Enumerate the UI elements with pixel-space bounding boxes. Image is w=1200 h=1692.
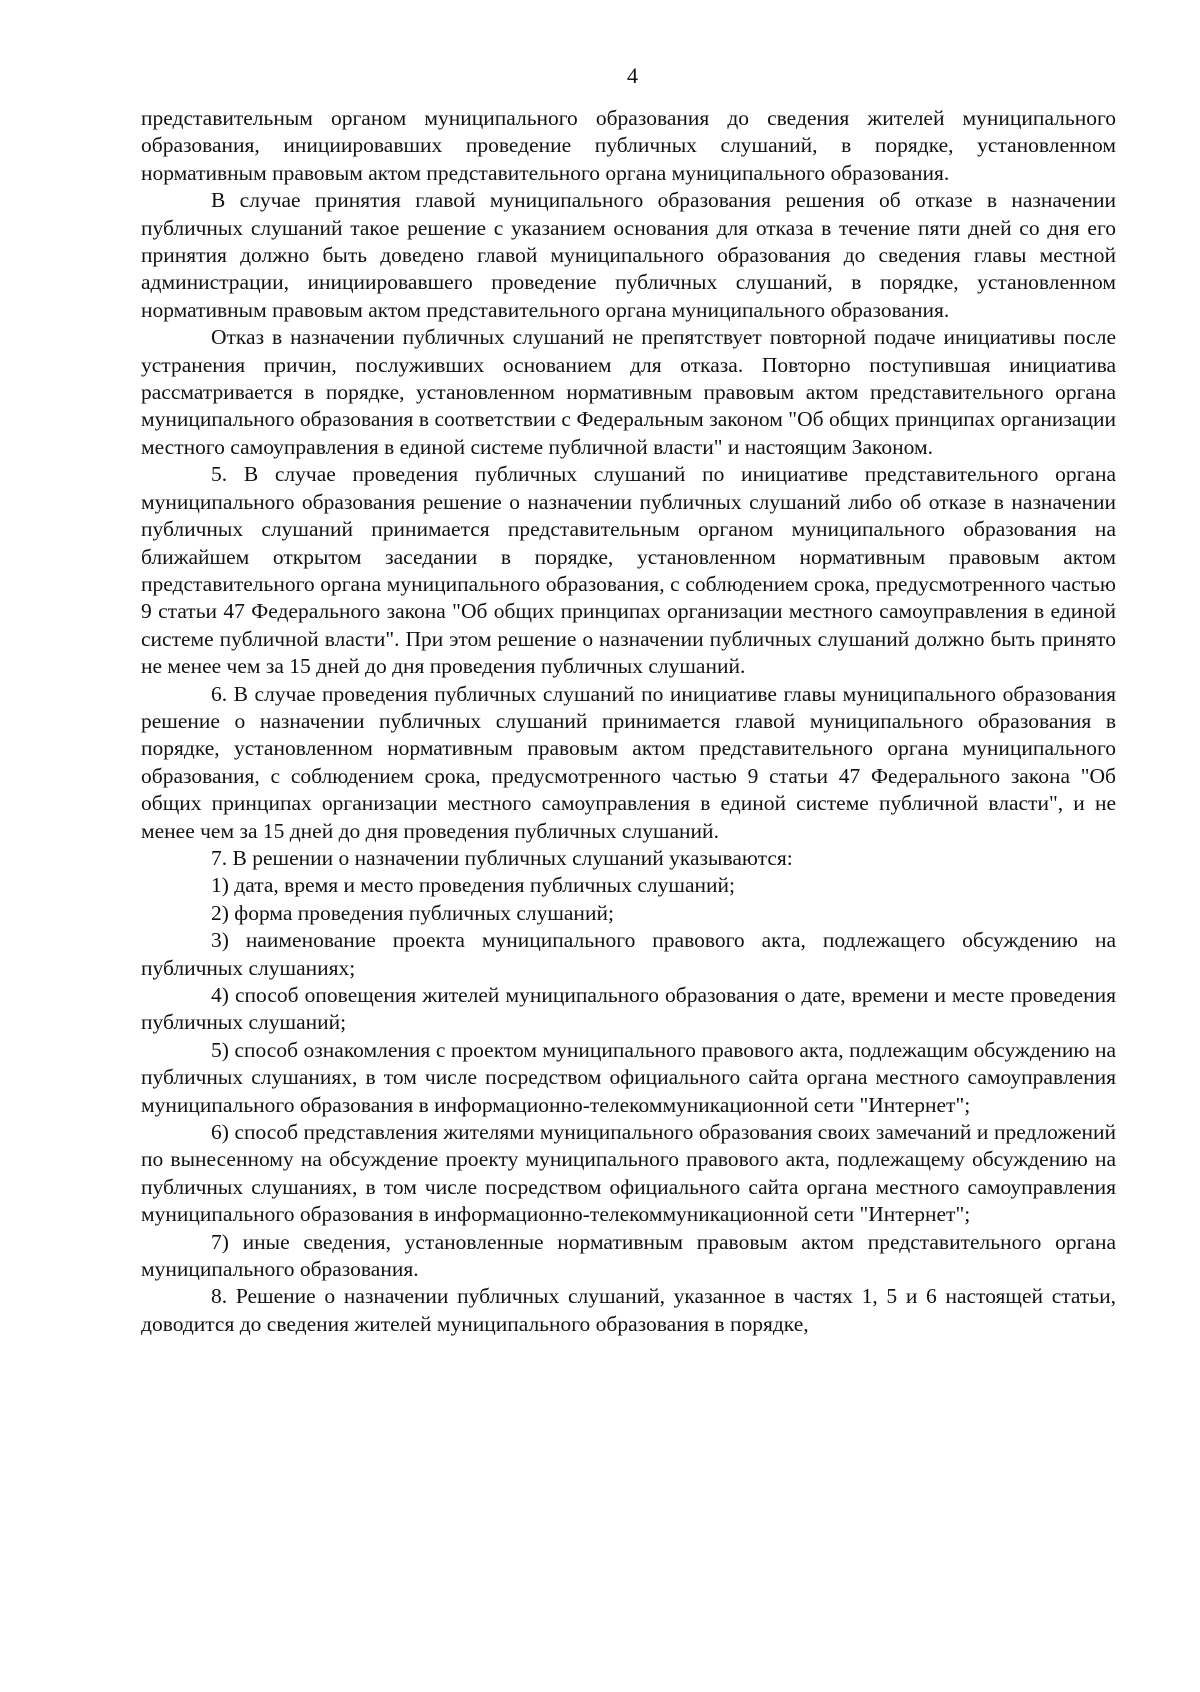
paragraph-item-6: 6. В случае проведения публичных слушаний по инициативе главы муниципального образования решение о назначении публичных слушаний принимается главой муниципального образования в порядке, установленном нормативным правовым актом представительного органа муниципального образования, с соблюдением срока, предусмотренного частью 9 статьи 47 Федерального закона "Об общих принципах организации местного самоуправления в единой системе публичной власти", и не менее чем за 15 дней до дня проведения публичных слушаний.: [141, 681, 1116, 843]
paragraph-item-5: 5. В случае проведения публичных слушаний по инициативе представительного органа муниципального образования решение о назначении публичных слушаний либо об отказе в назначении публичных слушаний принимается представительным органом муниципального образования на ближайшем открытом заседании в порядке, установленном нормативным правовым актом представительного органа муниципального образования, с соблюдением срока, предусмотренного частью 9 статьи 47 Федерального закона "Об общих принципах организации местного самоуправления в единой системе публичной власти". При этом решение о назначении публичных слушаний должно быть принято не менее чем за 15 дней до дня проведения публичных слушаний.: [141, 462, 1116, 679]
page-number: 4: [627, 63, 638, 88]
list-item-4: 4) способ оповещения жителей муниципального образования о дате, времени и месте проведения публичных слушаний;: [141, 983, 1116, 1035]
list-item-6: 6) способ представления жителями муниципального образования своих замечаний и предложений по вынесенному на обсуждение проекту муниципального правового акта, подлежащему обсуждению на публичных слушаниях, в том числе посредством официального сайта органа местного самоуправления муниципального образования в информационно-телекоммуникационной сети "Интернет";: [141, 1120, 1116, 1227]
list-item-1: 1) дата, время и место проведения публичных слушаний;: [211, 873, 735, 898]
document-body: [141, 105, 1116, 1338]
list-item-5: 5) способ ознакомления с проектом муниципального правового акта, подлежащим обсуждению на публичных слушаниях, в том числе посредством официального сайта органа местного самоуправления муниципального образования в информационно-телекоммуникационной сети "Интернет";: [141, 1037, 1116, 1117]
list-item-2: 2) форма проведения публичных слушаний;: [211, 900, 614, 925]
paragraph-item-7: 7. В решении о назначении публичных слушаний указываются:: [211, 845, 793, 870]
list-item-7: 7) иные сведения, установленные нормативным правовым актом представительного органа муниципального образования.: [141, 1229, 1116, 1282]
paragraph-refusal-no-obstacle: Отказ в назначении публичных слушаний не препятствует повторной подаче инициативы после устранения причин, послуживших основанием для отказа. Повторно поступившая инициатива рассматривается в порядке, установленном нормативным правовым актом представительного органа муниципального образования в соответствии с Федеральным законом "Об общих принципах организации местного самоуправления в единой системе публичной власти" и настоящим Законом.: [141, 325, 1116, 459]
paragraph-continuation: представительным органом муниципального образования до сведения жителей муниципального образования, инициировавших проведение публичных слушаний, в порядке, установленном нормативным правовым актом представительного органа муниципального образования.: [141, 106, 1116, 185]
list-item-3: 3) наименование проекта муниципального правового акта, подлежащего обсуждению на публичных слушаниях;: [141, 928, 1116, 980]
paragraph-refusal-by-head: В случае принятия главой муниципального образования решения об отказе в назначении публичных слушаний такое решение с указанием основания для отказа в течение пяти дней со дня его принятия должно быть доведено главой муниципального образования до сведения главы местной администрации, инициировавшего проведение публичных слушаний, в порядке, установленном нормативным правовым актом представительного органа муниципального образования.: [141, 188, 1116, 322]
paragraph-item-8: 8. Решение о назначении публичных слушаний, указанное в частях 1, 5 и 6 настоящей статьи, доводится до сведения жителей муниципального образования в порядке,: [141, 1284, 1116, 1336]
